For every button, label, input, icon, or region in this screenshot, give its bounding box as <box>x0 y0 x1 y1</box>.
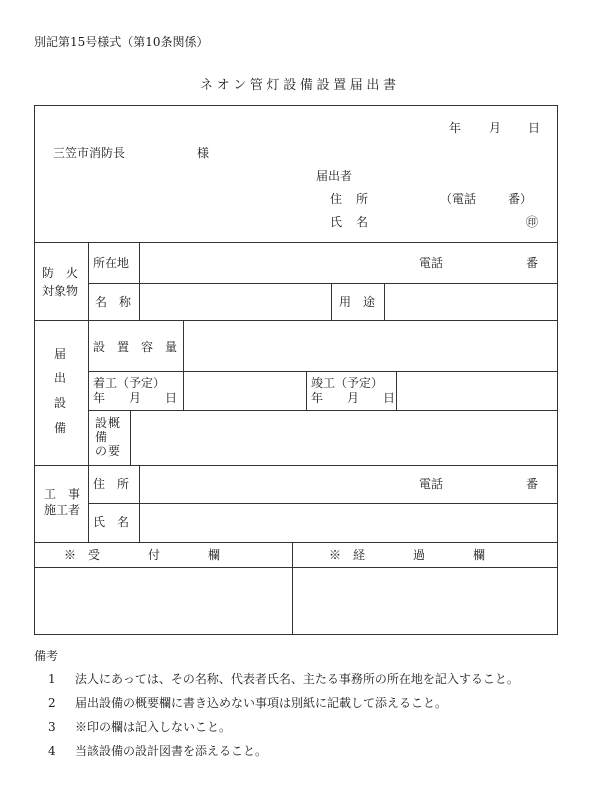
capacity-label: 設 置 容 量 <box>93 340 178 354</box>
remarks-heading: 備考 <box>34 649 59 663</box>
notifier-address-label-1: 住 <box>330 192 343 206</box>
remark-number: 1 <box>48 672 56 686</box>
remark-number: 2 <box>48 696 56 710</box>
start-date-label: 着工（予定） <box>93 376 166 390</box>
progress-header: ※ 経 過 欄 <box>329 548 486 562</box>
equipment-label-char: 出 <box>54 371 67 385</box>
date-month: 月 <box>489 121 502 135</box>
seal-icon: ㊞ <box>526 215 539 229</box>
remark-text: 届出設備の概要欄に書き込めない事項は別紙に記載して添えること。 <box>75 696 448 710</box>
summary-label-char: 概 <box>108 416 121 430</box>
divider <box>396 371 397 410</box>
addressee-name: 三笠市消防長 <box>53 146 126 160</box>
form-header: 別記第15号様式（第10条関係） <box>34 35 209 49</box>
contractor-label-2: 施工者 <box>44 503 81 517</box>
divider <box>34 320 558 321</box>
contractor-phone-label: 電話 <box>419 477 444 491</box>
remark-number: 3 <box>48 720 56 734</box>
date-day: 日 <box>528 121 541 135</box>
location-label: 所在地 <box>93 256 130 270</box>
contractor-name-label: 氏 名 <box>93 515 130 529</box>
summary-label-char: の <box>95 444 108 458</box>
divider <box>88 242 89 542</box>
divider <box>88 283 558 284</box>
form-title: ネオン管灯設備設置届出書 <box>200 78 400 93</box>
remark-text: 当該設備の設計図書を添えること。 <box>75 744 268 758</box>
divider <box>139 242 140 320</box>
notifier-name-label-1: 氏 <box>330 215 343 229</box>
remark-text: 法人にあっては、その名称、代表者氏名、主たる事務所の所在地を記入すること。 <box>75 672 519 686</box>
contractor-phone-suffix: 番 <box>526 477 539 491</box>
summary-label-char: 備 <box>95 430 108 444</box>
divider <box>88 503 558 504</box>
notifier-address-label-2: 所 <box>356 192 369 206</box>
fire-target-label-2: 対象物 <box>42 284 79 298</box>
divider <box>384 283 385 320</box>
equipment-label-char: 設 <box>54 396 67 410</box>
addressee-honorific: 様 <box>197 146 210 160</box>
divider <box>34 542 558 543</box>
start-date-format: 年 月 日 <box>93 391 178 405</box>
end-date-label: 竣工（予定） <box>311 376 384 390</box>
summary-label-char: 要 <box>108 444 121 458</box>
divider <box>292 542 293 635</box>
name-label: 名 称 <box>95 295 132 309</box>
divider <box>34 465 558 466</box>
notifier-phone-close: 番） <box>508 192 533 206</box>
notifier-name-label-2: 名 <box>356 215 369 229</box>
remark-number: 4 <box>48 744 56 758</box>
equipment-label-char: 届 <box>54 347 67 361</box>
usage-label: 用 途 <box>339 295 376 309</box>
fire-target-phone-suffix: 番 <box>526 256 539 270</box>
remark-text: ※印の欄は記入しないこと。 <box>75 720 232 734</box>
fire-target-label-1: 防 火 <box>42 266 79 280</box>
fire-target-phone-label: 電話 <box>419 256 444 270</box>
reception-header: ※ 受 付 欄 <box>64 548 221 562</box>
date-year: 年 <box>449 121 462 135</box>
divider <box>34 242 558 243</box>
divider <box>34 567 558 568</box>
divider <box>183 320 184 410</box>
notifier-phone-open: （電話 <box>440 192 477 206</box>
contractor-label-1: 工 事 <box>44 487 81 501</box>
divider <box>130 410 131 465</box>
summary-label-char: 設 <box>95 416 108 430</box>
equipment-label-char: 備 <box>54 421 67 435</box>
divider <box>331 283 332 320</box>
contractor-address-label: 住 所 <box>93 477 130 491</box>
divider <box>88 410 558 411</box>
divider <box>139 465 140 542</box>
end-date-format: 年 月 日 <box>311 391 396 405</box>
divider <box>88 371 558 372</box>
divider <box>306 371 307 410</box>
notifier-label: 届出者 <box>316 169 353 183</box>
